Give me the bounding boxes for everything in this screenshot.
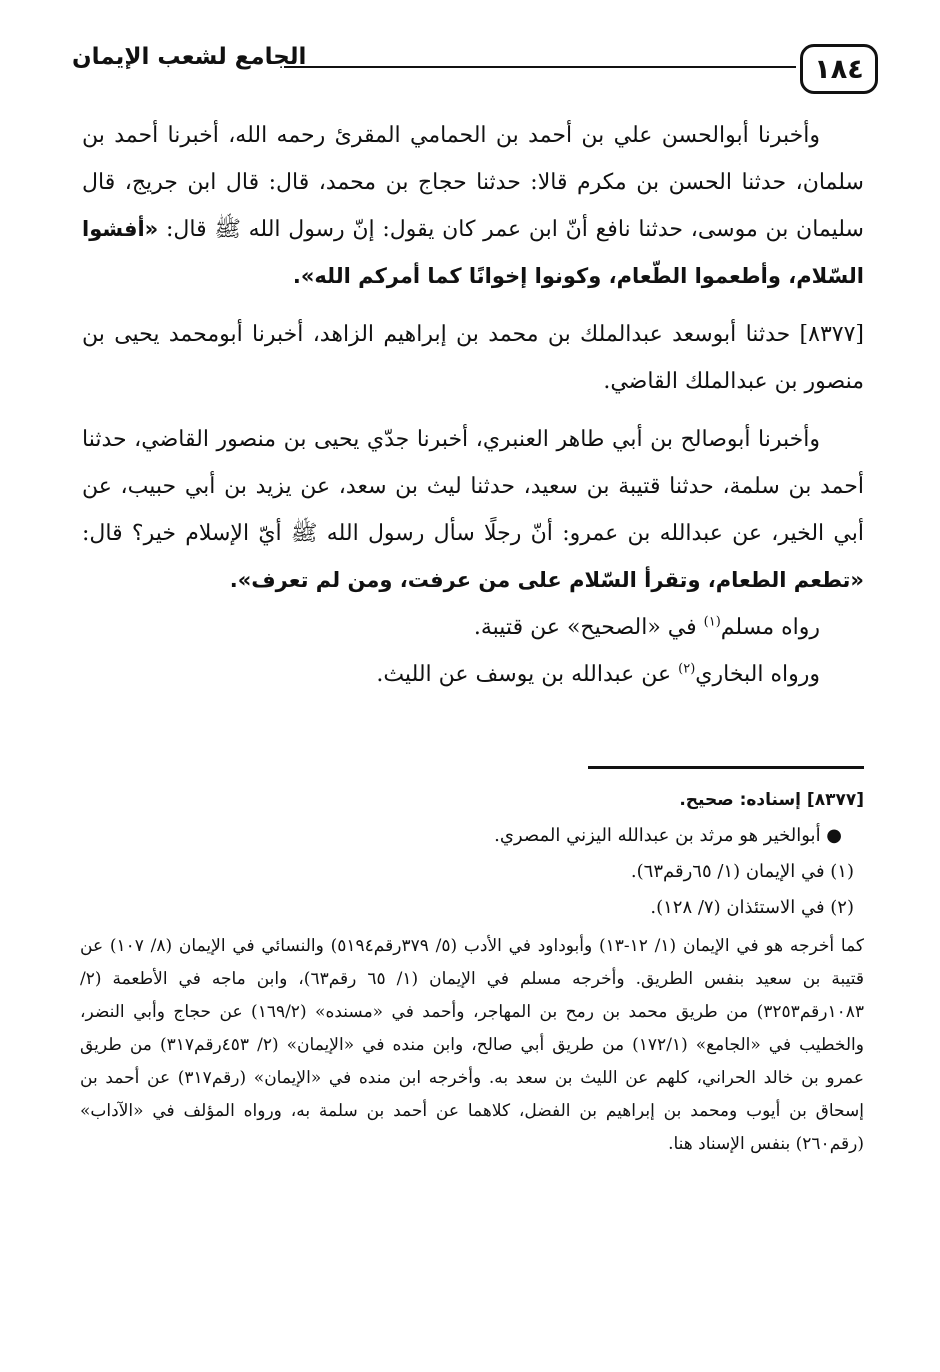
ref-text: ورواه البخاري — [695, 662, 820, 687]
paragraph-bukhari-ref — [82, 651, 864, 698]
footnote-bullet: ● أبوالخير هو مرثد بن عبدالله اليزني المصري. — [494, 825, 842, 846]
footnote-marker-1[interactable]: (١) — [703, 614, 721, 630]
footnotes — [80, 782, 864, 1161]
paragraph-hadith-8377: [٨٣٧٧] حدثنا أبوسعد عبدالملك بن محمد بن إبراهيم الزاهد، أخبرنا أبومحمد يحيى بن منصور بن عبدالملك القاضي. — [82, 322, 864, 394]
hadith-text: «أفشوا السّلام، وأطعموا الطّعام، وكونوا إخوانًا كما أمركم الله». — [82, 217, 864, 288]
page-number-badge: ١٨٤ — [800, 44, 878, 94]
main-text — [82, 112, 864, 698]
paragraph-muslim-ref — [82, 604, 864, 651]
footnote-separator — [588, 766, 864, 769]
book-title: الجامع لشعب الإيمان — [72, 44, 307, 70]
footnote-isnad-grade: [٨٣٧٧] إسناده: صحيح. — [679, 790, 864, 810]
paragraph-text: وأخبرنا أبوالحسن علي بن أحمد بن الحمامي المقرئ رحمه الله، أخبرنا أحمد بن سلمان، حدثنا الحسن بن مكرم قالا: حدثنا حجاج بن محمد، قال: قال ابن جريج، قال سليمان بن موسى، حدثنا نافع أنّ ابن عمر كان يقول: إنّ رسول الله ﷺ قال: — [82, 123, 864, 242]
paragraph-text: وأخبرنا أبوصالح بن أبي طاهر العنبري، أخبرنا جدّي يحيى بن منصور القاضي، حدثنا أحمد بن سلمة، حدثنا قتيبة بن سعيد، حدثنا ليث بن سعد، عن يزيد بن أبي حبيب، عن أبي الخير، عن عبدالله بن عمرو: أنّ رجلًا سأل رسول الله ﷺ أيّ الإسلام خير؟ قال: — [82, 427, 864, 546]
page-header — [60, 40, 878, 100]
header-rule — [284, 66, 796, 68]
hadith-text: «تطعم الطعام، وتقرأ السّلام على من عرفت، ومن لم تعرف». — [229, 568, 864, 592]
footnote-1: (١) في الإيمان (١/ ٦٥رقم٦٣). — [630, 861, 854, 882]
footnote-takhrij: كما أخرجه هو في الإيمان (١/ ١٢-١٣) وأبوداود في الأدب (٥/ ٣٧٩رقم٥١٩٤) والنسائي في الإيمان (٨/ ١٠٧) عن قتيبة بن سعيد بنفس الطريق. وأخرجه مسلم في الإيمان (١/ ٦٥ رقم٦٣)، وابن ماجه في الأطعمة (٢/ ١٠٨٣رقم٣٢٥٣) من طريق محمد بن رمح بن المهاجر، وأحمد في «مسنده» (١٦٩/٢) عن حجاج وأبي النضر، والخطيب في «الجامع» (١٧٢/١) من طريق أبي صالح، وابن منده في «الإيمان» (٢/ ٤٥٣رقم٣١٧) من طريق عمرو بن خالد الحراني، كلهم عن الليث بن سعد به. وأخرجه ابن منده في «الإيمان» (رقم٣١٧) عن أحمد بن إسحاق بن أيوب ومحمد بن إبراهيم بن الفضل، كلاهما عن أحمد بن سلمة به، ورواه المؤلف في «الآداب» (رقم٢٦٠) بنفس الإسناد هنا. — [80, 936, 864, 1154]
footnote-2: (٢) في الاستئذان (٧/ ١٢٨). — [650, 897, 854, 918]
ref-text: في «الصحيح» عن قتيبة. — [473, 615, 704, 640]
footnote-marker-2[interactable]: (٢) — [678, 661, 696, 677]
paragraph-chain-abdullah-ibn-amr — [82, 416, 864, 604]
ref-text: عن عبدالله بن يوسف عن الليث. — [376, 662, 679, 687]
ref-text: رواه مسلم — [720, 615, 820, 640]
paragraph-chain-ibn-umar — [82, 112, 864, 300]
